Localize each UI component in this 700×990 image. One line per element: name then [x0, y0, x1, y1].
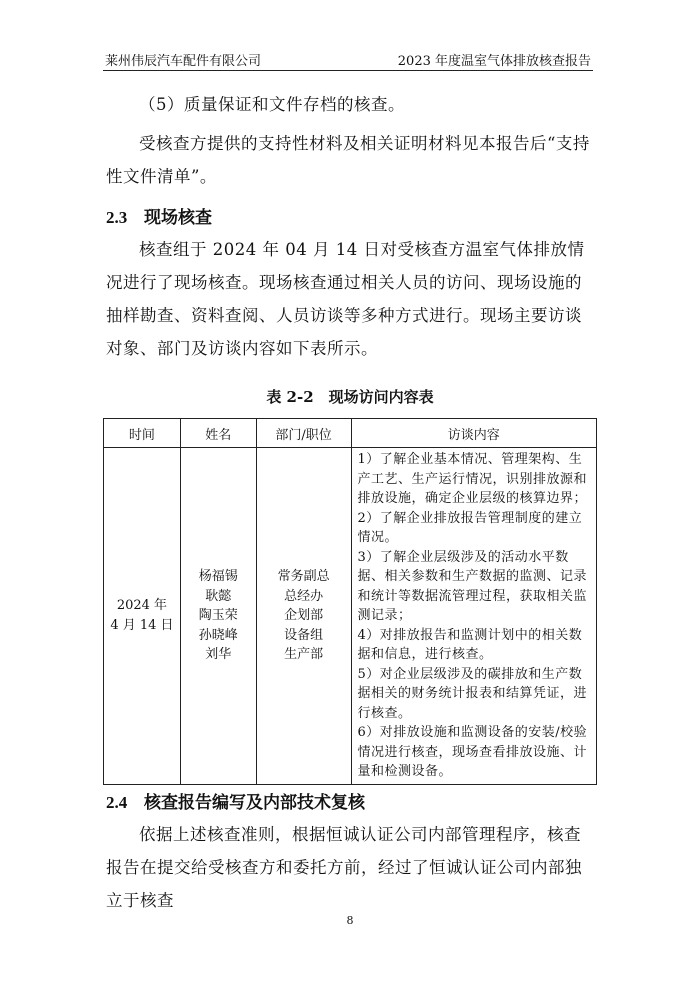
visit-table	[103, 418, 597, 785]
page-number: 8	[346, 914, 354, 927]
table-caption: 表 2-2 现场访问内容表	[266, 388, 434, 406]
section-2-4-heading	[106, 788, 365, 813]
position-label: 常务副总	[277, 569, 330, 584]
header-report-title: 2023 年度温室气体排放核查报告	[397, 54, 591, 69]
position-label: 企划部	[284, 608, 324, 623]
position-label: 总经办	[284, 588, 324, 604]
interview-content-cell	[351, 448, 597, 785]
date-line: 4 月 14 日	[110, 617, 174, 633]
content-item: 2）了解企业排放报告管理制度的建立情况。	[357, 510, 583, 545]
item-5-paragraph: （5）质量保证和文件存档的核查。	[139, 95, 405, 114]
position-label: 生产部	[284, 647, 324, 662]
date-cell	[104, 448, 181, 785]
content-item: 6）对排放设施和监测设备的安装/校验情况进行核查，现场查看排放设施、计量和检测设备。	[357, 725, 588, 779]
col-header-name: 姓名	[180, 419, 256, 448]
section-number: 2.3	[106, 208, 128, 227]
positions-cell	[256, 448, 351, 785]
content-item: 1）了解企业基本情况、管理架构、生产工艺、生产运行情况，识别排放源和排放设施，确定企业层级的核算边界；	[357, 452, 588, 506]
content-item: 3）了解企业层级涉及的活动水平数据、相关参数和生产数据的监测、记录和统计等数据流管理过程，获取相关监测记录；	[357, 549, 588, 623]
position-label: 设备组	[284, 627, 324, 643]
final-paragraph: 依据上述核查准则，根据恒诚认证公司内部管理程序，核查报告在提交给受核查方和委托方前，经过了恒诚认证公司内部独立于核查	[106, 825, 582, 910]
interviewee-name: 耿懿	[205, 588, 232, 604]
interviewee-name: 刘华	[205, 647, 232, 662]
interviewee-name: 陶玉荣	[198, 608, 238, 623]
section-title: 核查报告编写及内部技术复核	[144, 793, 365, 813]
content-item: 4）对排放报告和监测计划中的相关数据和信息，进行核查。	[357, 627, 583, 662]
section-number: 2.4	[106, 793, 128, 812]
support-paragraph: 受核查方提供的支持性材料及相关证明材料见本报告后“支持性文件清单”。	[106, 134, 590, 186]
header-company: 莱州伟辰汽车配件有限公司	[105, 54, 262, 69]
section-2-3-heading	[106, 203, 212, 228]
section-title: 现场核查	[144, 208, 212, 228]
page-header	[103, 44, 593, 71]
content-item: 5）对企业层级涉及的碳排放和生产数据相关的财务统计报表和结算凭证，进行核查。	[357, 666, 588, 721]
table-header-row	[104, 419, 597, 448]
interviewee-name: 杨福锡	[198, 569, 238, 584]
col-header-department: 部门/职位	[256, 419, 351, 448]
names-cell	[180, 448, 256, 785]
interviewee-name: 孙晓峰	[198, 627, 238, 643]
col-header-content: 访谈内容	[351, 419, 597, 448]
col-header-time: 时间	[104, 419, 181, 448]
onsite-paragraph: 核查组于 2024 年 04 月 14 日对受核查方温室气体排放情况进行了现场核查。现场核查通过相关人员的访问、现场设施的抽样勘查、资料查阅、人员访谈等多种方式进行。现场主要访谈对象、部门及访谈内容如下表所示。	[106, 240, 585, 358]
date-line: 2024 年	[116, 598, 168, 614]
table-row	[104, 448, 597, 785]
